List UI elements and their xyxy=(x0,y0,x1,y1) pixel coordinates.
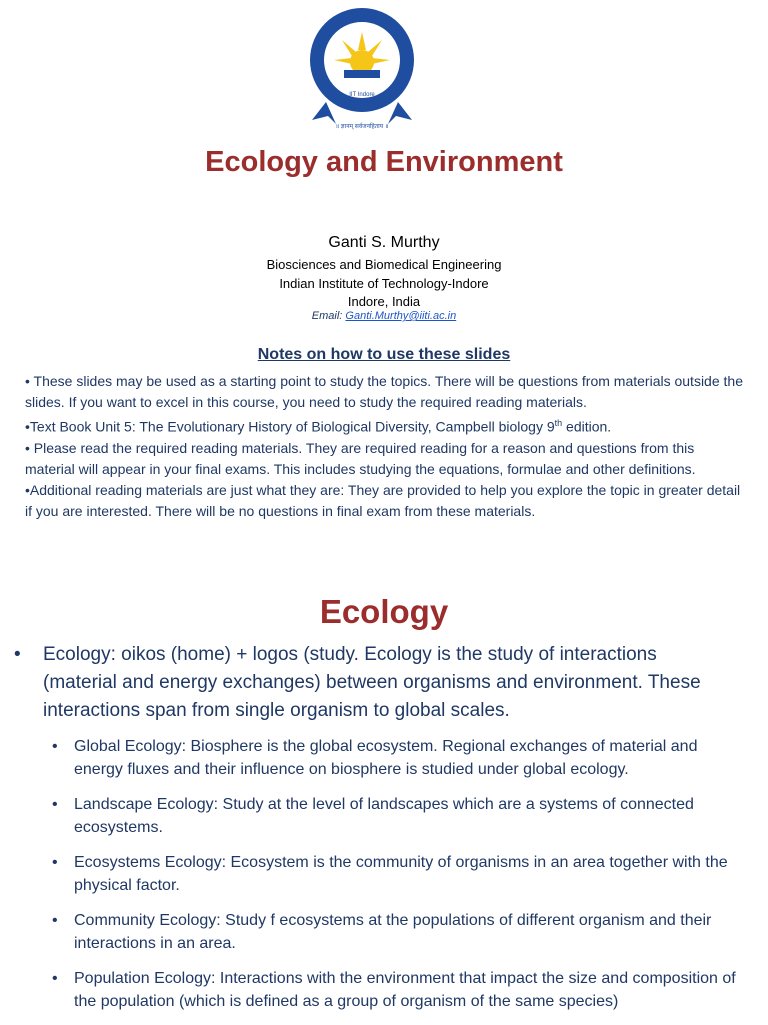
svg-text:॥ ज्ञानम् सर्वजनहिताय ॥: ॥ ज्ञानम् सर्वजनहिताय ॥ xyxy=(335,124,389,130)
sub-bullet xyxy=(52,851,742,897)
bullet-marker: • xyxy=(14,644,21,665)
bullet-marker: • xyxy=(52,912,58,929)
note-tail: edition. xyxy=(562,418,612,435)
sub-bullet-list xyxy=(52,735,742,1025)
note-item xyxy=(25,413,745,438)
email-link[interactable]: Ganti.Murthy@iiti.ac.in xyxy=(345,310,457,322)
svg-text:IIT Indore: IIT Indore xyxy=(349,92,375,98)
presentation-title: Ecology and Environment xyxy=(205,146,563,178)
sub-bullet xyxy=(52,909,742,955)
author-institute: Indian Institute of Technology-Indore xyxy=(279,276,489,291)
note-item: • These slides may be used as a starting point to study the topics. There will be questions from materials outside the slides. If you want to excel in this course, you need to study the required reading materials. xyxy=(25,373,743,410)
author-location: Indore, India xyxy=(347,294,421,309)
bullet-marker: • xyxy=(52,854,58,871)
iit-indore-logo xyxy=(306,4,418,130)
email-label: Email: xyxy=(311,310,346,322)
sub-bullet xyxy=(52,967,742,1013)
sub-bullet xyxy=(52,735,742,781)
sub-bullet-text: Global Ecology: Biosphere is the global ecosystem. Regional exchanges of material and energy fluxes and their influence on biosphere is studied under global ecology. xyxy=(74,738,698,778)
main-bullet xyxy=(14,641,734,725)
sub-bullet-text: Population Ecology: Interactions with the environment that impact the size and composition of the population (which is defined as a group of organism of the same species) xyxy=(74,970,736,1010)
note-superscript: th xyxy=(554,418,563,428)
author-email xyxy=(0,310,768,322)
sub-bullet-text: Community Ecology: Study f ecosystems at the populations of different organism and their interactions in an area. xyxy=(74,912,712,952)
bullet-marker: • xyxy=(52,738,58,755)
ecology-title: Ecology xyxy=(319,593,449,630)
bullet-marker: • xyxy=(52,796,58,813)
sub-bullet-text: Ecosystems Ecology: Ecosystem is the community of organisms in an area together with the physical factor. xyxy=(74,854,728,894)
sub-bullet xyxy=(52,793,742,839)
note-text: •Text Book Unit 5: The Evolutionary History of Biological Diversity, Campbell biology 9 xyxy=(25,418,555,435)
main-bullet-text: Ecology: oikos (home) + logos (study. Ecology is the study of interactions (material and energy exchanges) between organisms and environment. These interactions span from single organism to global scales. xyxy=(43,644,701,721)
notes-list xyxy=(25,371,745,522)
note-item: • Please read the required reading materials. They are required reading for a reason and questions from this material will appear in your final exams. This includes studying the equations, formulae and other definitions. xyxy=(25,439,696,477)
bullet-marker: • xyxy=(52,970,58,987)
notes-heading: Notes on how to use these slides xyxy=(257,346,511,363)
sub-bullet-text: Landscape Ecology: Study at the level of landscapes which are a systems of connected ecosystems. xyxy=(74,796,694,836)
note-item: •Additional reading materials are just what they are: They are provided to help you explore the topic in greater detail if you are interested. There will be no questions in final exam from these materials. xyxy=(25,481,741,519)
author-name: Ganti S. Murthy xyxy=(328,234,440,251)
ecology-slide xyxy=(0,575,768,1024)
author-department: Biosciences and Biomedical Engineering xyxy=(266,257,502,272)
